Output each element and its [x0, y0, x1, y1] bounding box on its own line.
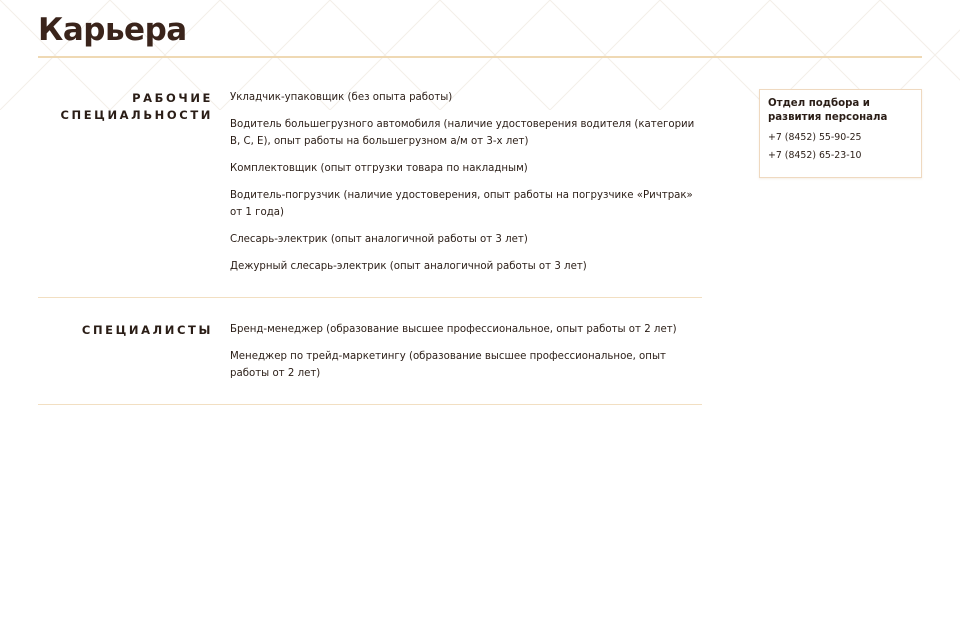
vacancy-item: Комплектовщик (опыт отгрузки товара по накладным) — [230, 163, 528, 174]
section-heading-line: РАБОЧИЕ — [132, 91, 213, 105]
vacancy-list — [230, 86, 702, 282]
section-heading-line: СПЕЦИАЛИСТЫ — [81, 323, 213, 337]
contact-title: Отдел подбора и развития персонала — [768, 98, 888, 123]
vacancy-item: Водитель большегрузного автомобиля (наличие удостоверения водителя (категории В, С, Е), опыт работы на большегрузном а/м от 3-х лет) — [230, 119, 695, 147]
vacancy-list — [230, 318, 702, 389]
vacancy-item: Дежурный слесарь-электрик (опыт аналогичной работы от 3 лет) — [230, 261, 587, 272]
section-workers — [38, 86, 702, 298]
vacancy-item: Менеджер по трейд-маркетингу (образование высшее профессиональное, опыт работы от 2 лет) — [230, 351, 666, 379]
section-heading — [38, 318, 213, 389]
hr-contact-card — [759, 89, 922, 178]
contact-phone-link[interactable]: +7 (8452) 65-23-10 — [768, 150, 862, 161]
vacancies-list — [38, 86, 702, 425]
title-divider — [38, 56, 922, 58]
vacancy-item: Слесарь-электрик (опыт аналогичной работы от 3 лет) — [230, 234, 528, 245]
page-title: Карьера — [38, 12, 187, 48]
section-heading — [38, 86, 213, 282]
vacancy-item: Бренд-менеджер (образование высшее профессиональное, опыт работы от 2 лет) — [230, 324, 677, 335]
vacancy-item: Укладчик-упаковщик (без опыта работы) — [230, 92, 453, 103]
section-specialists — [38, 318, 702, 405]
vacancy-item: Водитель-погрузчик (наличие удостоверения, опыт работы на погрузчике «Ричтрак» от 1 года) — [230, 190, 693, 218]
contact-phone-link[interactable]: +7 (8452) 55-90-25 — [768, 132, 862, 143]
section-heading-line: СПЕЦИАЛЬНОСТИ — [60, 108, 213, 122]
